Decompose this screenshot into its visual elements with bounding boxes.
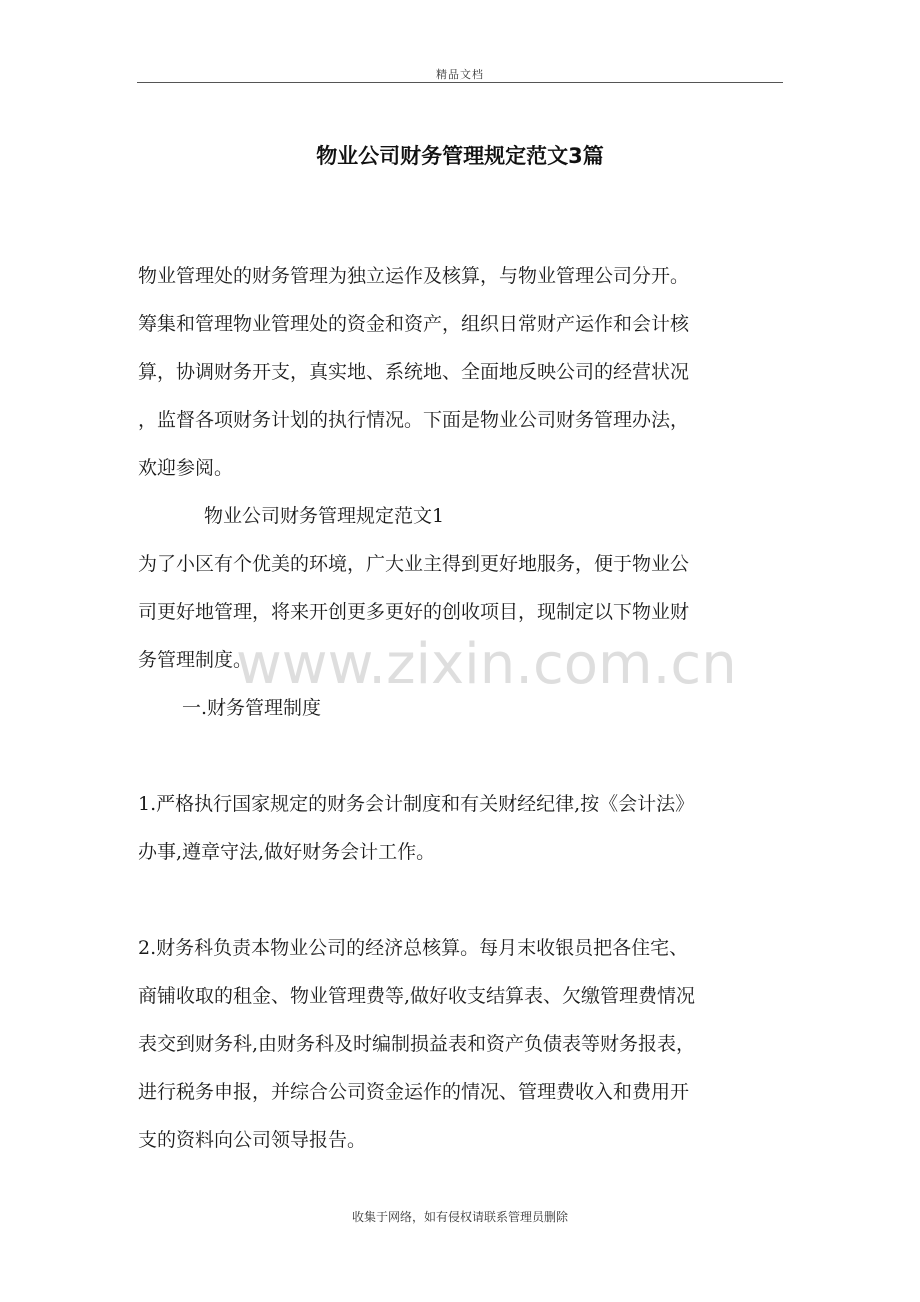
item2-line: 商铺收取的租金、物业管理费等,做好收支结算表、欠缴管理费情况 [138,985,696,1007]
item1-line: 1.严格执行国家规定的财务会计制度和有关财经纪律,按《会计法》 [138,793,695,815]
section1-line: 务管理制度。 [138,649,253,671]
item2-line: 支的资料向公司领导报告。 [138,1129,367,1151]
page-header-label: 精品文档 [436,68,484,81]
header-divider [137,82,783,83]
section-heading: 一.财务管理制度 [182,697,322,719]
item1-line: 办事,遵章守法,做好财务会计工作。 [138,841,436,863]
item2-line: 表交到财务科,由财务科及时编制损益表和资产负债表等财务报表， [138,1033,696,1055]
intro-line: 算，协调财务开支，真实地、系统地、全面地反映公司的经营状况 [138,361,690,383]
section1-line: 为了小区有个优美的环境，广大业主得到更好地服务，便于物业公 [138,553,690,575]
item2-line: 2.财务科负责本物业公司的经济总核算。每月末收银员把各住宅、 [138,937,689,959]
section1-line: 司更好地管理，将来开创更多更好的创收项目，现制定以下物业财 [138,601,690,623]
page-footer-label: 收集于网络，如有侵权请联系管理员删除 [351,1210,568,1224]
intro-line: 筹集和管理物业管理处的资金和资产，组织日常财产运作和会计核 [138,313,690,335]
document-body [138,252,778,1164]
item2-line: 进行税务申报，并综合公司资金运作的情况、管理费收入和费用开 [138,1081,690,1103]
section-subtitle: 物业公司财务管理规定范文1 [204,505,445,527]
spacer [138,876,778,924]
watermark-text: www.zixin.com.cn [236,632,737,697]
intro-line: ，监督各项财务计划的执行情况。下面是物业公司财务管理办法， [138,409,690,431]
intro-line: 欢迎参阅。 [138,457,234,479]
spacer [138,732,778,780]
document-title: 物业公司财务管理规定范文3篇 [316,144,604,168]
intro-line: 物业管理处的财务管理为独立运作及核算，与物业管理公司分开。 [138,265,690,287]
